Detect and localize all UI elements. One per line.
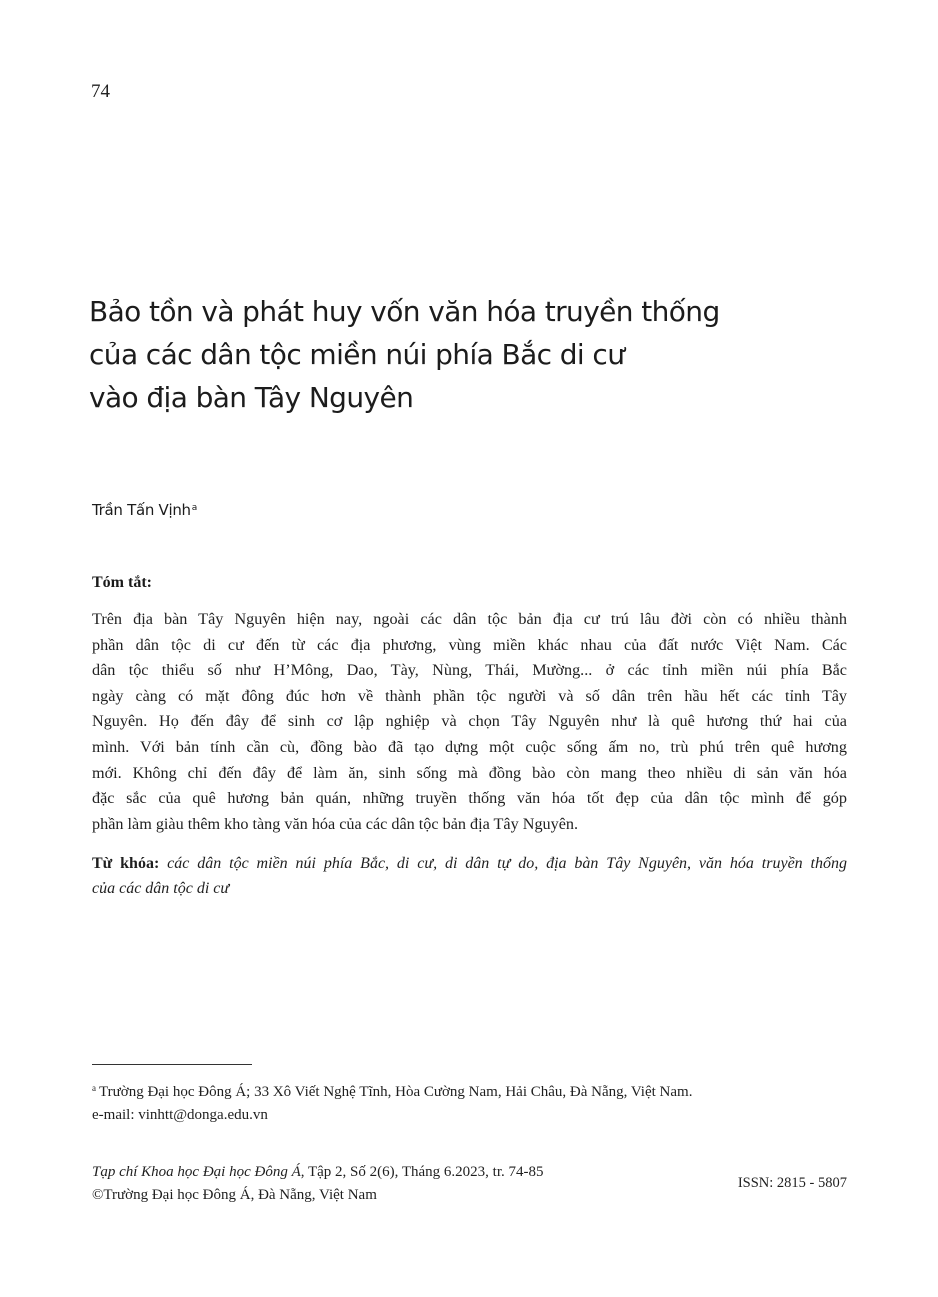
page-number: 74: [91, 81, 110, 102]
journal-name: Tạp chí Khoa học Đại học Đông Á: [92, 1164, 301, 1180]
abstract-line: phần dân tộc di cư đến từ các địa phương, vùng miền khác nhau của đất nước Việt Nam. Các: [92, 635, 847, 654]
article-title: [89, 290, 809, 419]
keywords-line: của các dân tộc di cư: [92, 880, 230, 897]
abstract-body: [92, 607, 847, 837]
abstract-line: Trên địa bàn Tây Nguyên hiện nay, ngoài các dân tộc bản địa cư trú lâu đời còn có nhiều thành: [92, 610, 847, 628]
title-line: của các dân tộc miền núi phía Bắc di cư: [89, 338, 625, 371]
abstract-line: phần làm giàu thêm kho tàng văn hóa của các dân tộc bản địa Tây Nguyên.: [92, 814, 579, 833]
copyright: ©Trường Đại học Đông Á, Đà Nẵng, Việt Nam: [92, 1187, 377, 1203]
footnote-affiliation: Trường Đại học Đông Á; 33 Xô Viết Nghệ Tĩnh, Hòa Cường Nam, Hải Châu, Đà Nẵng, Việt Nam.: [99, 1084, 693, 1100]
abstract-line: mình. Với bản tính cần cù, đồng bào đã tạo dựng một cuộc sống ấm no, trù phú trên quê hương: [92, 737, 847, 756]
journal-details: , Tập 2, Số 2(6), Tháng 6.2023, tr. 74-85: [300, 1164, 544, 1180]
title-line: vào địa bàn Tây Nguyên: [89, 381, 414, 414]
footnote-mark: a: [92, 1083, 96, 1093]
footnote-affiliation-line: [92, 1077, 852, 1104]
abstract-line: dân tộc thiểu số như H’Mông, Dao, Tày, Nùng, Thái, Mường... ở các tỉnh miền núi phía Bắc: [92, 661, 847, 680]
author-byline: [92, 497, 197, 521]
keywords-line: [92, 851, 847, 876]
footnote: [92, 1077, 852, 1127]
keywords-label: Từ khóa:: [92, 855, 160, 872]
journal-citation-line: [92, 1161, 544, 1184]
journal-citation: [92, 1161, 544, 1207]
title-line: Bảo tồn và phát huy vốn văn hóa truyền thống: [89, 295, 720, 328]
footnote-divider: [92, 1064, 252, 1065]
abstract-line: đặc sắc của quê hương bản quán, những truyền thống văn hóa tốt đẹp của dân tộc mình để góp: [92, 789, 847, 808]
issn: ISSN: 2815 - 5807: [737, 1175, 847, 1191]
author-name: Trần Tấn Vịnh: [92, 501, 191, 519]
keywords-text: các dân tộc miền núi phía Bắc, di cư, di dân tự do, địa bàn Tây Nguyên, văn hóa truyền thống: [159, 855, 847, 872]
keywords: [92, 851, 847, 901]
abstract-heading: Tóm tắt:: [92, 574, 152, 591]
abstract-line: Nguyên. Họ đến đây để sinh cơ lập nghiệp và chọn Tây Nguyên như là quê hương thứ hai của: [92, 712, 847, 731]
footnote-email: e-mail: vinhtt@donga.edu.vn: [92, 1107, 268, 1123]
abstract-line: ngày càng có mặt đông đúc hơn về thành phần tộc người và số dân trên hầu hết các tỉnh Tây: [92, 686, 847, 705]
affiliation-mark: a: [191, 503, 197, 513]
abstract-line: mới. Không chỉ đến đây để làm ăn, sinh sống mà đồng bào còn mang theo nhiều di sản văn hóa: [92, 763, 847, 782]
